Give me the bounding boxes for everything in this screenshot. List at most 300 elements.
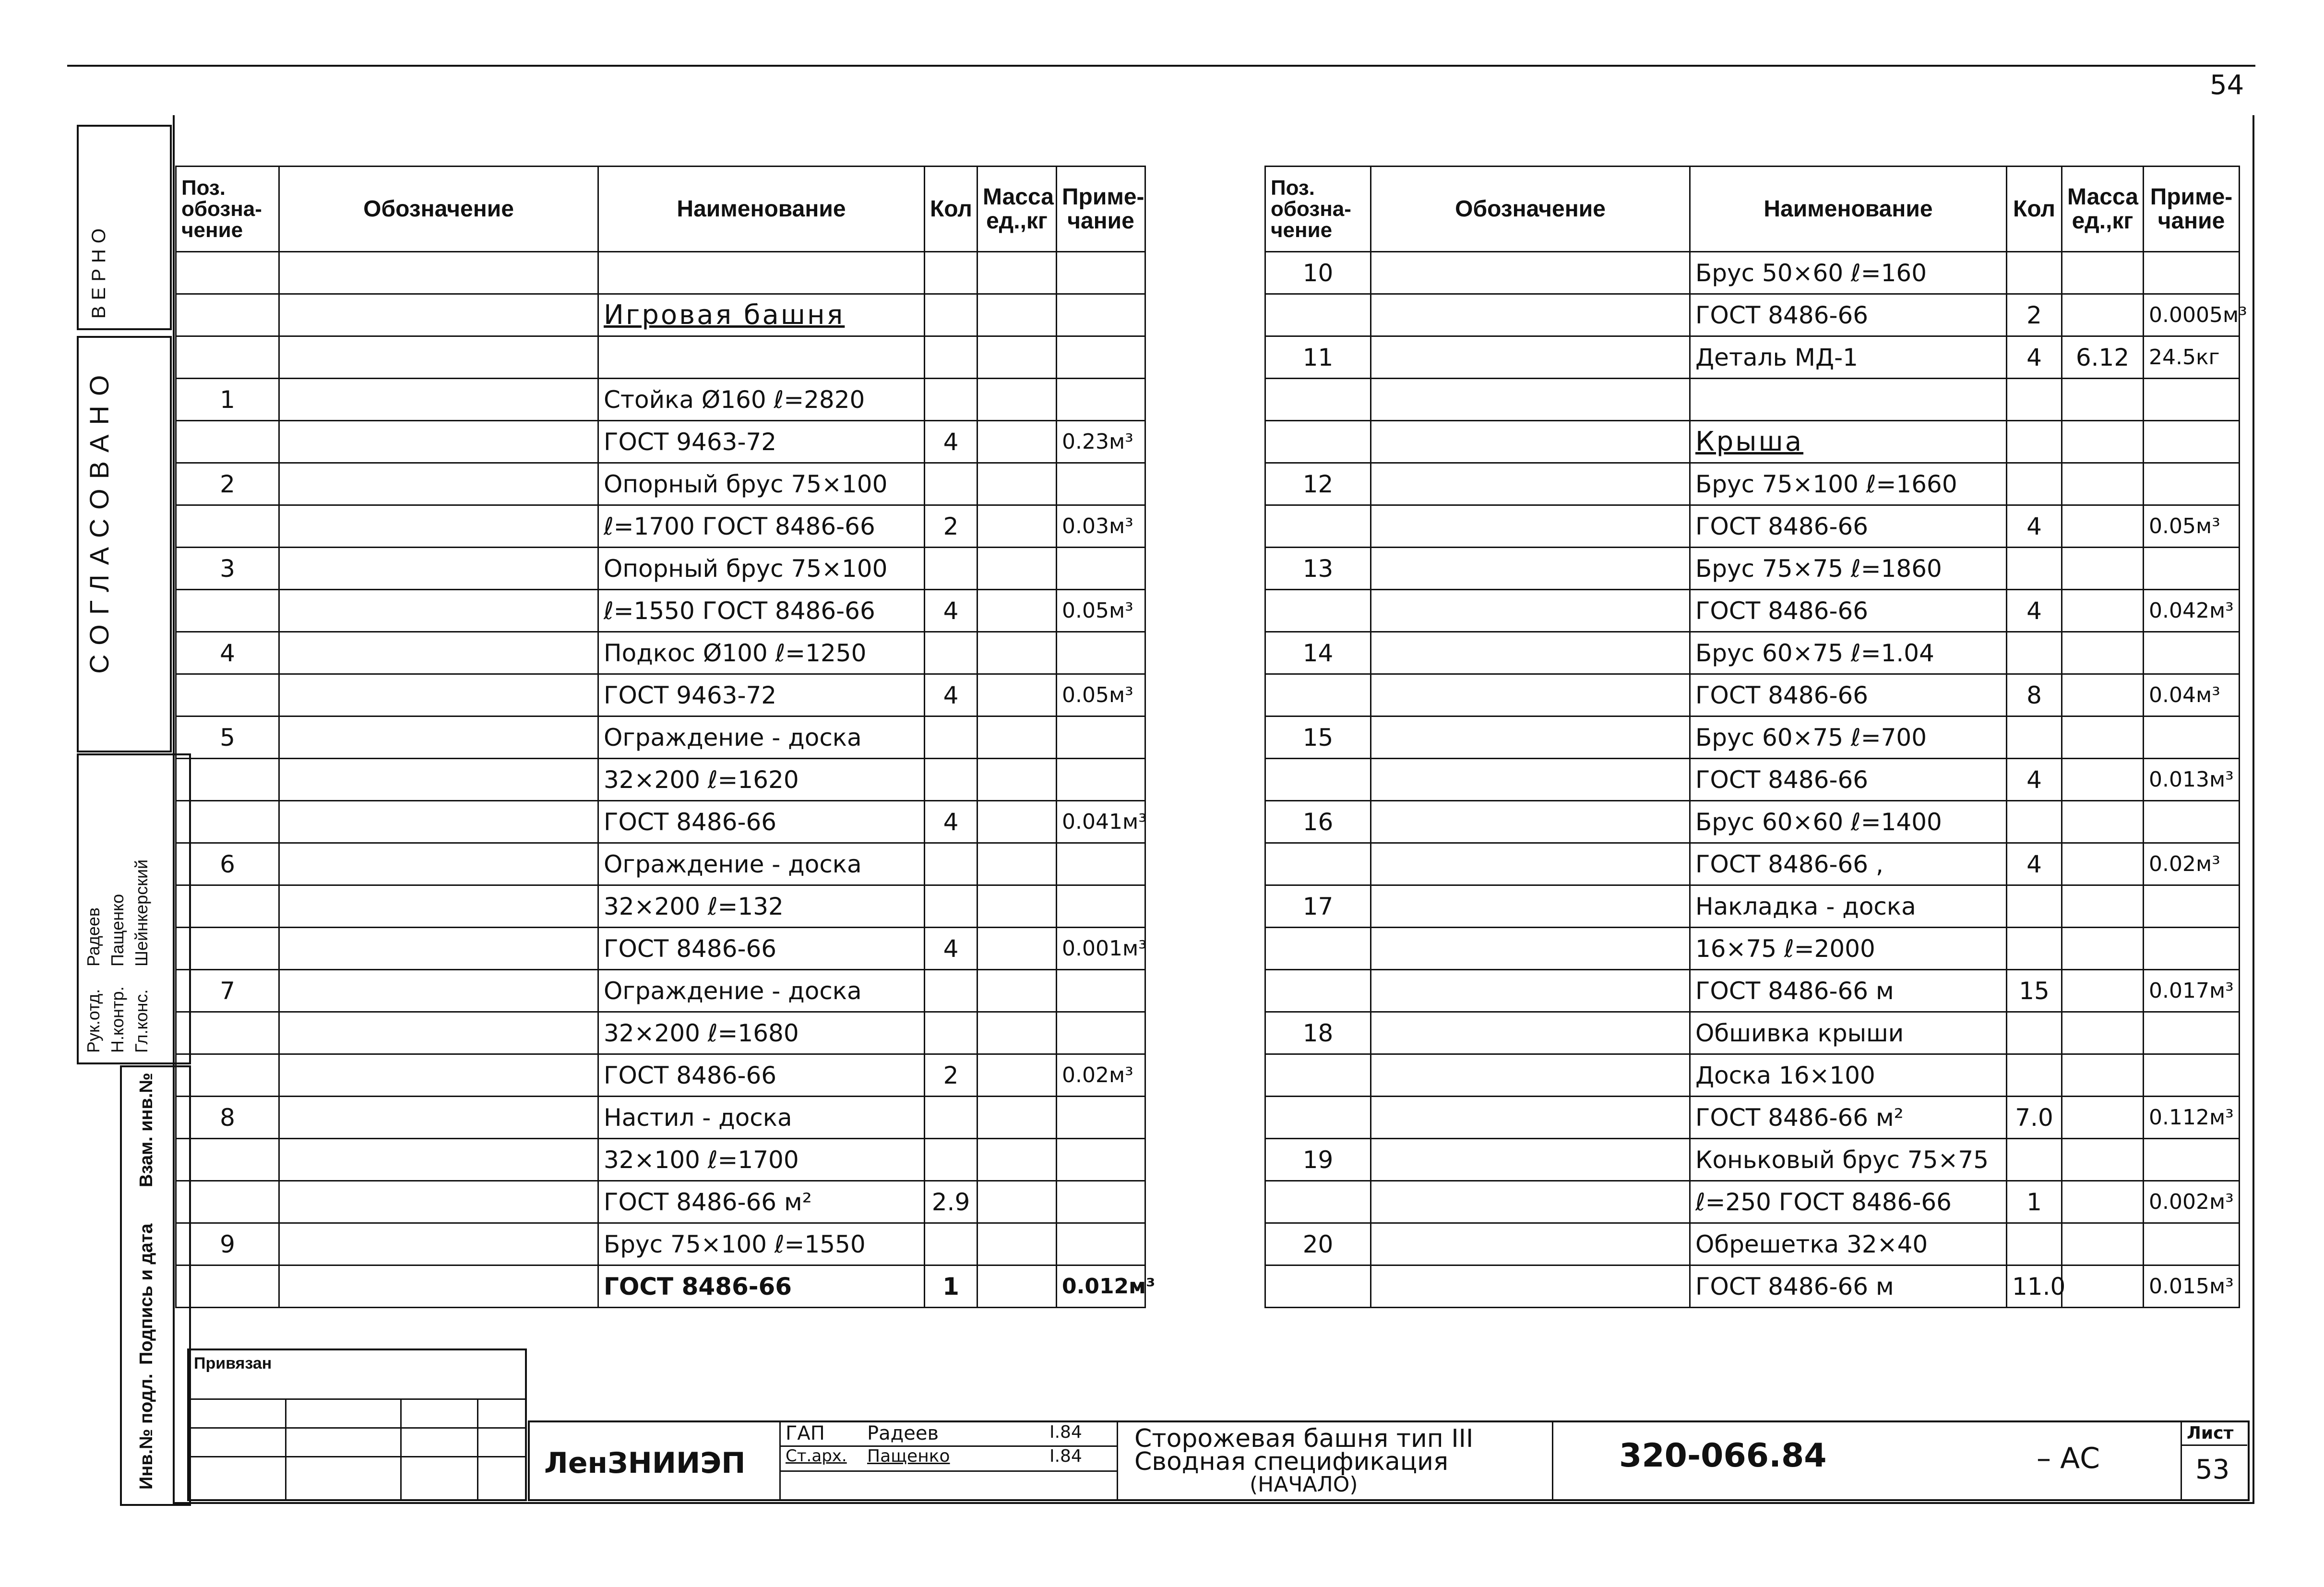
row-qty: 4 [2007,505,2062,548]
role-2: Н.контр. [107,986,127,1053]
row-qty: 4 [925,928,977,970]
bound-stamp [187,1348,527,1501]
row-note: 0.002м³ [2144,1181,2240,1223]
row-designation [1371,1139,1690,1181]
table-row [1265,336,2240,379]
person-1: Радеев [83,907,103,967]
row-note: 0.05м³ [1057,590,1145,632]
page-number: 54 [2210,70,2244,101]
row-designation [279,632,598,674]
table-row [176,843,1145,885]
row-qty [925,548,977,590]
row-mass [977,1181,1057,1223]
row-designation [1371,674,1690,716]
row-note [2144,379,2240,421]
row-pos: 18 [1265,1012,1371,1054]
table-row [176,674,1145,716]
row-qty: 2 [925,505,977,548]
row-mass [977,1054,1057,1097]
row-mass [2062,970,2144,1012]
row-pos [1265,294,1371,336]
row-name: ГОСТ 8486-66 [1690,759,2007,801]
table-row [1265,294,2240,336]
row-note [1057,1181,1145,1223]
bound-vline-3 [477,1398,478,1499]
row-designation [1371,463,1690,505]
row-designation [279,759,598,801]
row-pos: 20 [1265,1223,1371,1265]
row-designation [1371,716,1690,759]
row-qty [925,294,977,336]
row-qty: 4 [925,801,977,843]
row-qty [925,336,977,379]
row-designation [1371,1054,1690,1097]
row-note: 0.012м³ [1057,1265,1145,1308]
row-qty [925,252,977,294]
row-name: Брус 75×100 ℓ=1660 [1690,463,2007,505]
row-pos: 7 [176,970,279,1012]
row-pos [176,759,279,801]
row-qty [925,716,977,759]
col-note: Приме- чание [2144,167,2240,252]
row-note [2144,1139,2240,1181]
row-designation [1371,590,1690,632]
row-mass [977,843,1057,885]
row-pos: 5 [176,716,279,759]
row-mass [2062,1181,2144,1223]
row-name: Брус 50×60 ℓ=160 [1690,252,2007,294]
row-mass [2062,801,2144,843]
role-starch: Ст.арх. [786,1446,847,1466]
row-mass [977,590,1057,632]
table-row [1265,1181,2240,1223]
table-row [176,1181,1145,1223]
row-designation [279,1181,598,1223]
name-radeev: Радеев [867,1422,939,1444]
row-qty: 4 [925,590,977,632]
row-pos [176,590,279,632]
date-1: I.84 [1049,1422,1082,1442]
row-mass [2062,294,2144,336]
row-name: ГОСТ 8486-66 м [1690,970,2007,1012]
row-designation [1371,1181,1690,1223]
table-row [1265,970,2240,1012]
table-row [1265,759,2240,801]
row-qty: 1 [2007,1181,2062,1223]
row-note [2144,801,2240,843]
table-row [176,1054,1145,1097]
row-qty [925,1223,977,1265]
row-name: 32×200 ℓ=1680 [598,1012,925,1054]
row-mass [977,970,1057,1012]
table-row [176,463,1145,505]
row-mass [2062,1012,2144,1054]
row-pos [176,1054,279,1097]
row-pos [176,1181,279,1223]
row-qty [925,885,977,928]
row-qty [2007,421,2062,463]
row-name: ГОСТ 8486-66 [598,1054,925,1097]
row-designation [279,463,598,505]
col-note: Приме- чание [1057,167,1145,252]
row-mass [977,1012,1057,1054]
header-row [1265,167,2240,252]
row-note [1057,1012,1145,1054]
row-pos [176,505,279,548]
sidebar-agreed-box [77,336,172,752]
row-name: ℓ=1550 ГОСТ 8486-66 [598,590,925,632]
row-designation [279,674,598,716]
row-designation [1371,885,1690,928]
sig-line [781,1445,1117,1447]
spec-table-left [175,166,1156,1308]
table-row [1265,885,2240,928]
row-pos [1265,590,1371,632]
row-note [1057,1223,1145,1265]
row-designation [279,1097,598,1139]
row-note: 0.05м³ [2144,505,2240,548]
row-note [1057,885,1145,928]
row-designation [1371,632,1690,674]
row-name: Подкос Ø100 ℓ=1250 [598,632,925,674]
row-mass [977,716,1057,759]
row-designation [1371,336,1690,379]
col-pos: Поз. обозна- чение [176,167,279,252]
row-pos: 19 [1265,1139,1371,1181]
table-row [1265,674,2240,716]
agreed-label: СОГЛАСОВАНО [84,365,114,674]
row-name: Стойка Ø160 ℓ=2820 [598,379,925,421]
row-mass [977,252,1057,294]
table-row [1265,1097,2240,1139]
row-note [2144,1012,2240,1054]
table-row [176,970,1145,1012]
row-mass [977,928,1057,970]
row-name: Обшивка крыши [1690,1012,2007,1054]
row-note: 0.017м³ [2144,970,2240,1012]
row-name: Опорный брус 75×100 [598,463,925,505]
row-pos [176,1012,279,1054]
row-qty: 4 [925,421,977,463]
row-designation [279,294,598,336]
row-note [2144,252,2240,294]
row-mass [977,632,1057,674]
row-note [2144,1054,2240,1097]
row-mass [2062,252,2144,294]
sheet-box [2181,1422,2247,1499]
row-pos: 13 [1265,548,1371,590]
sheet-label: Лист [2187,1423,2234,1443]
row-pos [176,252,279,294]
row-qty [925,1139,977,1181]
row-mass [2062,716,2144,759]
row-pos: 17 [1265,885,1371,928]
row-mass [977,505,1057,548]
table-row [176,548,1145,590]
table-row [1265,1265,2240,1308]
table-row [1265,716,2240,759]
col-name: Наименование [598,167,925,252]
row-pos: 9 [176,1223,279,1265]
row-pos [1265,505,1371,548]
row-pos [1265,674,1371,716]
col-designation: Обозначение [1371,167,1690,252]
vlabel-replace: Взам. инв.№ [136,1073,156,1187]
name-paschenko: Пащенко [867,1446,950,1466]
table-row [176,716,1145,759]
sidebar-people-box [77,753,191,1064]
row-note: 0.013м³ [2144,759,2240,801]
row-note [1057,1097,1145,1139]
row-note [1057,463,1145,505]
row-note [2144,928,2240,970]
row-note: 0.02м³ [1057,1054,1145,1097]
row-qty: 4 [2007,336,2062,379]
row-note [1057,716,1145,759]
row-designation [279,252,598,294]
row-qty: 15 [2007,970,2062,1012]
row-mass [977,1139,1057,1181]
row-qty: 7.0 [2007,1097,2062,1139]
row-pos [176,674,279,716]
sheet-number: 53 [2195,1454,2230,1485]
row-mass [977,1223,1057,1265]
bound-label: Привязан [194,1354,272,1372]
row-name: Ограждение - доска [598,843,925,885]
row-name: ℓ=1700 ГОСТ 8486-66 [598,505,925,548]
row-note [1057,294,1145,336]
date-2: I.84 [1049,1446,1082,1466]
row-qty: 11.0 [2007,1265,2062,1308]
row-pos: 4 [176,632,279,674]
signatures-area [779,1422,1118,1499]
row-name: Брус 60×75 ℓ=700 [1690,716,2007,759]
header-row [176,167,1145,252]
row-qty: 1 [925,1265,977,1308]
row-designation [279,1012,598,1054]
row-note: 0.02м³ [2144,843,2240,885]
row-mass [977,294,1057,336]
row-qty [2007,463,2062,505]
sheet-line [2182,1444,2247,1446]
org-name: ЛенЗНИИЭП [544,1446,746,1480]
row-pos: 16 [1265,801,1371,843]
row-qty: 2 [2007,294,2062,336]
table-row [176,590,1145,632]
row-note [1057,548,1145,590]
row-name: Игровая башня [598,294,925,336]
row-mass [2062,505,2144,548]
row-name [1690,379,2007,421]
row-pos: 12 [1265,463,1371,505]
vlabel-sign: Подпись и дата [136,1223,156,1365]
row-name: ГОСТ 8486-66 [598,928,925,970]
row-note [1057,632,1145,674]
col-qty: Кол [2007,167,2062,252]
row-qty [925,379,977,421]
row-name [598,336,925,379]
row-name: Брус 60×75 ℓ=1.04 [1690,632,2007,674]
row-qty: 8 [2007,674,2062,716]
col-mass: Масса ед.,кг [2062,167,2144,252]
table-row [1265,632,2240,674]
table-row [176,294,1145,336]
row-designation [1371,1223,1690,1265]
row-name: Коньковый брус 75×75 [1690,1139,2007,1181]
row-mass [2062,885,2144,928]
row-pos [176,1139,279,1181]
row-designation [1371,801,1690,843]
row-note [2144,421,2240,463]
row-note: 0.015м³ [2144,1265,2240,1308]
row-name: ГОСТ 9463-72 [598,674,925,716]
bound-vline-1 [285,1398,286,1499]
sig-line-2 [781,1470,1117,1472]
row-designation [1371,759,1690,801]
row-mass [977,674,1057,716]
table-row [176,379,1145,421]
row-designation [279,1054,598,1097]
table-row [176,336,1145,379]
row-mass [2062,632,2144,674]
row-name: Накладка - доска [1690,885,2007,928]
table-row [1265,1012,2240,1054]
row-mass [2062,1139,2144,1181]
table-row [176,421,1145,463]
row-mass [2062,674,2144,716]
row-designation [1371,970,1690,1012]
row-qty [2007,716,2062,759]
table-row [1265,421,2240,463]
row-name [598,252,925,294]
row-name: ГОСТ 8486-66 [1690,294,2007,336]
top-border-line [67,65,2255,67]
row-designation [1371,421,1690,463]
row-name: Опорный брус 75×100 [598,548,925,590]
table-row [1265,1139,2240,1181]
row-pos: 14 [1265,632,1371,674]
row-pos [1265,421,1371,463]
row-name: ГОСТ 8486-66 [1690,590,2007,632]
col-name: Наименование [1690,167,2007,252]
table-row [1265,590,2240,632]
row-note [2144,632,2240,674]
row-mass [977,1097,1057,1139]
row-mass [2062,1265,2144,1308]
row-name: ГОСТ 8486-66 [598,1265,925,1308]
row-note [2144,548,2240,590]
row-designation [279,1265,598,1308]
row-note [1057,336,1145,379]
table-row [1265,843,2240,885]
bound-line-2 [189,1427,525,1429]
row-name: 32×200 ℓ=1620 [598,759,925,801]
row-pos: 3 [176,548,279,590]
row-name: ГОСТ 8486-66 , [1690,843,2007,885]
drawing-stage: – АС [2037,1442,2100,1475]
row-qty [2007,379,2062,421]
row-name: Ограждение - доска [598,970,925,1012]
row-designation [1371,1097,1690,1139]
row-qty: 2 [925,1054,977,1097]
row-note: 0.23м³ [1057,421,1145,463]
row-qty [2007,1223,2062,1265]
row-designation [1371,928,1690,970]
row-name: ГОСТ 9463-72 [598,421,925,463]
row-designation [1371,548,1690,590]
row-pos [1265,1054,1371,1097]
row-pos [176,336,279,379]
row-qty [925,759,977,801]
row-pos [176,885,279,928]
person-3: Шейнкерский [131,859,151,967]
title-line-2: Сводная спецификация [1134,1447,1449,1476]
row-mass [2062,843,2144,885]
role-1: Рук.отд. [83,989,103,1053]
vlabel-inv: Инв.№ подл. [136,1373,156,1490]
row-name: 32×100 ℓ=1700 [598,1139,925,1181]
row-name: Крыша [1690,421,2007,463]
row-mass [977,759,1057,801]
row-pos [176,801,279,843]
row-designation [279,336,598,379]
row-name: 32×200 ℓ=132 [598,885,925,928]
row-designation [279,970,598,1012]
row-qty: 4 [2007,590,2062,632]
row-designation [279,505,598,548]
table-row [176,885,1145,928]
person-2: Пащенко [107,894,127,967]
table-row [176,1139,1145,1181]
sidebar-verno-box [77,125,172,330]
row-designation [1371,505,1690,548]
table-row [1265,928,2240,970]
row-designation [1371,843,1690,885]
row-qty [925,463,977,505]
row-mass: 6.12 [2062,336,2144,379]
row-designation [1371,1265,1690,1308]
col-designation: Обозначение [279,167,598,252]
row-name: ГОСТ 8486-66 м [1690,1265,2007,1308]
row-qty [2007,1139,2062,1181]
verno-label: ВЕРНО [88,222,109,319]
row-mass [977,885,1057,928]
row-mass [2062,1223,2144,1265]
row-mass [2062,759,2144,801]
table-row [176,505,1145,548]
row-designation [279,1223,598,1265]
row-note [2144,716,2240,759]
col-pos: Поз. обозна- чение [1265,167,1371,252]
row-mass [2062,379,2144,421]
row-designation [1371,379,1690,421]
col-qty: Кол [925,167,977,252]
table-row [1265,1054,2240,1097]
row-qty [925,1097,977,1139]
row-qty [2007,885,2062,928]
row-mass [2062,463,2144,505]
row-pos: 2 [176,463,279,505]
row-name: ГОСТ 8486-66 м² [598,1181,925,1223]
row-pos: 8 [176,1097,279,1139]
row-designation [279,421,598,463]
row-designation [279,379,598,421]
row-pos [1265,1265,1371,1308]
row-qty [2007,632,2062,674]
row-mass [977,1265,1057,1308]
row-pos [176,421,279,463]
row-note: 0.042м³ [2144,590,2240,632]
